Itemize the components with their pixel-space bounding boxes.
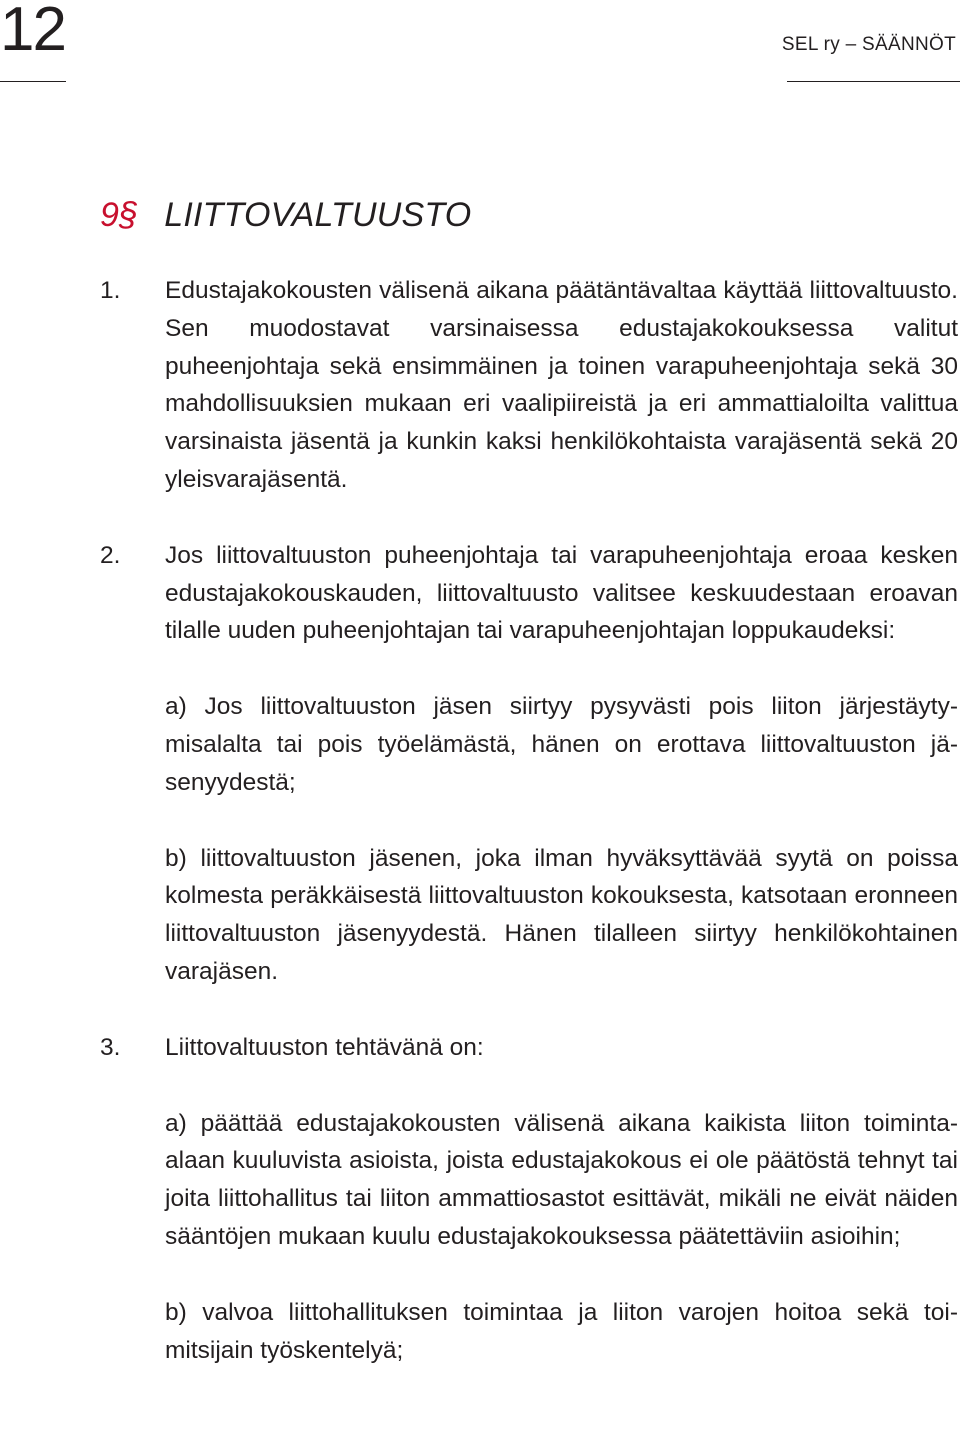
section-content <box>100 272 958 1369</box>
section-heading <box>100 196 471 235</box>
page-number-rule <box>0 81 66 82</box>
item-number: 1. <box>100 277 121 304</box>
page-number: 12 <box>0 0 65 64</box>
item-subparagraph: a) päättää edustajakokousten välisenä aikana kaikista liiton toimintaalaan kuuluvista asioista, joista edustajakokous ei ole päätöstä tehnyt tai joita liittohallitus tai liiton ammattiosastot esittävät, mikäli ne eivät näiden sääntöjen mukaan kuulu edustajakokouksessa päätettäviin asioihin; <box>165 1109 958 1250</box>
item-subparagraph: b) valvoa liittohallituksen toimintaa ja liiton varojen hoitoa sekä toimitsijain työskentelyä; <box>165 1298 958 1364</box>
list-item <box>100 1029 958 1370</box>
item-paragraph: Jos liittovaltuuston puheenjohtaja tai varapuheenjohtaja eroaa kesken edustajakokouskauden, liittovaltuusto valitsee keskuudestaan eroavan tilalle uuden puheenjohtajan tai varapuheenjohtajan loppukaudeksi: <box>165 541 958 645</box>
item-number: 3. <box>100 1033 121 1061</box>
item-paragraph: Liittovaltuuston tehtävänä on: <box>165 1033 484 1061</box>
section-title: LIITTOVALTUUSTO <box>164 196 472 234</box>
item-number: 2. <box>100 541 121 569</box>
list-item <box>100 272 958 499</box>
list-item <box>100 537 958 991</box>
item-subparagraph: a) Jos liittovaltuuston jäsen siirtyy pysyvästi pois liiton järjestäytymisalalta tai pois työelämästä, hänen on erottava liittovaltuuston jäsenyydestä; <box>165 693 958 796</box>
item-subparagraph: b) liittovaltuuston jäsenen, joka ilman hyväksyttävää syytä on poissa kolmesta peräkkäisestä liittovaltuuston kokouksesta, katsotaan eronneen liittovaltuuston jäsenyydestä. Hänen tilalleen siirtyy henkilökohtainen varajäsen. <box>165 844 958 985</box>
running-header: SEL ry – SÄÄNNÖT <box>781 34 956 55</box>
section-number: 9§ <box>100 196 139 234</box>
header-rule <box>787 81 960 82</box>
item-paragraph: Edustajakokousten välisenä aikana päätäntävaltaa käyttää liittovaltuusto. Sen muodostavat varsinaisessa edustajakokouksessa valitut puheenjohtaja sekä ensimmäinen ja toinen varapuheenjohtaja sekä 30 mahdollisuuksien mukaan eri vaalipiireistä ja eri ammattialoilta valittua varsinaista jäsentä ja kunkin kaksi henkilökohtaista varajäsentä sekä 20 yleisvarajäsentä. <box>165 277 958 493</box>
